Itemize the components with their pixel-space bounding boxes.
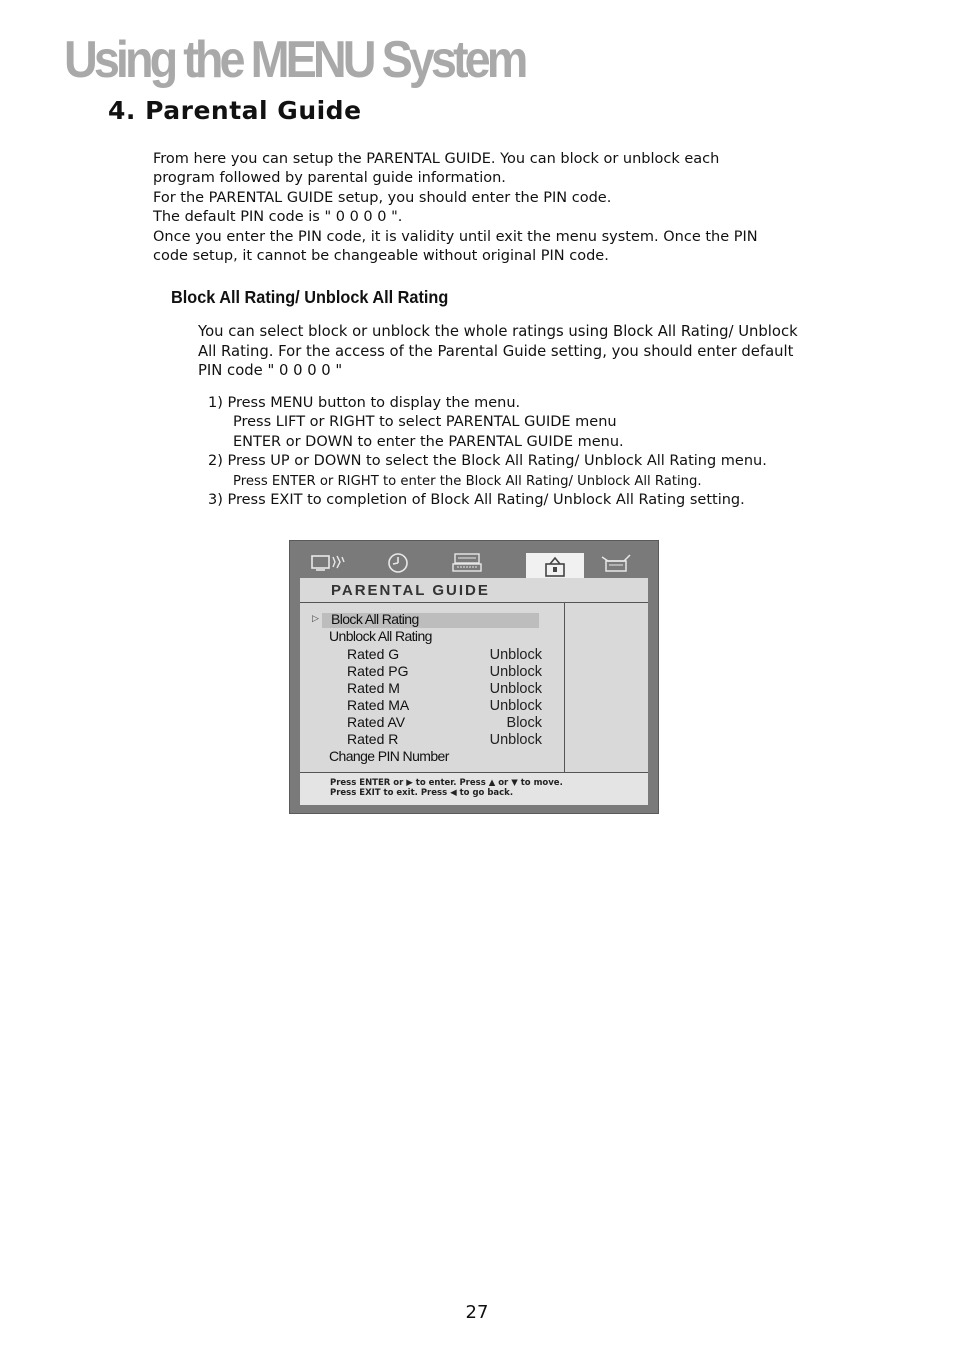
rating-value: Unblock <box>489 647 542 663</box>
osd-hint-box <box>300 773 648 805</box>
subsection-title: Block All Rating/ Unblock All Rating <box>171 287 449 307</box>
menu-item-change-pin[interactable]: Change PIN Number <box>329 748 449 764</box>
intro-line: Once you enter the PIN code, it is validity until exit the menu system. Once the PIN <box>153 228 758 245</box>
tv-tab-icon[interactable] <box>310 551 346 575</box>
osd-panel <box>300 578 648 805</box>
steps-list <box>208 394 767 510</box>
rating-label[interactable]: Rated R <box>347 731 399 747</box>
rating-value: Unblock <box>489 681 542 697</box>
description-line: PIN code " 0 0 0 0 " <box>198 362 343 380</box>
step-line: 1) Press MENU button to display the menu. <box>208 395 521 411</box>
clock-tab-icon[interactable] <box>380 551 416 575</box>
intro-line: code setup, it cannot be changeable without original PIN code. <box>153 248 609 265</box>
intro-line: The default PIN code is " 0 0 0 0 ". <box>153 209 403 226</box>
step-line: 2) Press UP or DOWN to select the Block All Rating/ Unblock All Rating menu. <box>208 453 767 470</box>
section-title: 4. Parental Guide <box>108 96 362 125</box>
parental-guide-osd <box>289 540 659 814</box>
rating-value: Block <box>506 715 542 731</box>
page-number: 27 <box>465 1302 489 1323</box>
rating-label[interactable]: Rated MA <box>347 697 410 713</box>
description-line: All Rating. For the access of the Parental Guide setting, you should enter default <box>198 342 794 360</box>
rating-value: Unblock <box>489 732 542 748</box>
rating-label[interactable]: Rated G <box>347 646 400 662</box>
setup-tab-icon[interactable] <box>450 551 486 575</box>
intro-line: For the PARENTAL GUIDE setup, you should enter the PIN code. <box>153 189 612 206</box>
description-line: You can select block or unblock the whole ratings using Block All Rating/ Unblock <box>198 323 798 340</box>
menu-item-unblock-all-rating[interactable]: Unblock All Rating <box>329 628 432 644</box>
intro-paragraph <box>153 150 853 266</box>
step-line: Press LIFT or RIGHT to select PARENTAL GUIDE menu <box>233 414 617 431</box>
rating-value: Unblock <box>489 698 542 714</box>
intro-line: From here you can setup the PARENTAL GUIDE. You can block or unblock each <box>153 151 720 167</box>
osd-title: PARENTAL GUIDE <box>331 582 490 599</box>
osd-tab-bar <box>300 549 648 579</box>
selection-arrow-icon: ▷ <box>312 614 319 624</box>
step-line: 3) Press EXIT to completion of Block All Rating/ Unblock All Rating setting. <box>208 492 745 509</box>
rating-label[interactable]: Rated PG <box>347 663 409 679</box>
rating-label[interactable]: Rated M <box>347 680 400 696</box>
divider <box>300 602 648 603</box>
tools-tab-icon[interactable] <box>598 551 634 575</box>
step-line: ENTER or DOWN to enter the PARENTAL GUIDE menu. <box>233 433 624 450</box>
rating-label[interactable]: Rated AV <box>347 714 406 730</box>
menu-item-block-all-rating[interactable]: Block All Rating <box>331 611 419 627</box>
divider <box>564 603 565 773</box>
chapter-header: Using the MENU System <box>64 31 525 89</box>
step-line: Press ENTER or RIGHT to enter the Block All Rating/ Unblock All Rating. <box>233 473 702 489</box>
intro-line: program followed by parental guide information. <box>153 170 506 187</box>
rating-value: Unblock <box>489 664 542 680</box>
osd-hint-line: Press EXIT to exit. Press ◀ to go back. <box>330 788 514 798</box>
lock-tab-icon[interactable] <box>537 554 573 578</box>
subsection-description <box>198 322 798 381</box>
osd-hint-line: Press ENTER or ▶ to enter. Press ▲ or ▼ to move. <box>330 778 563 788</box>
